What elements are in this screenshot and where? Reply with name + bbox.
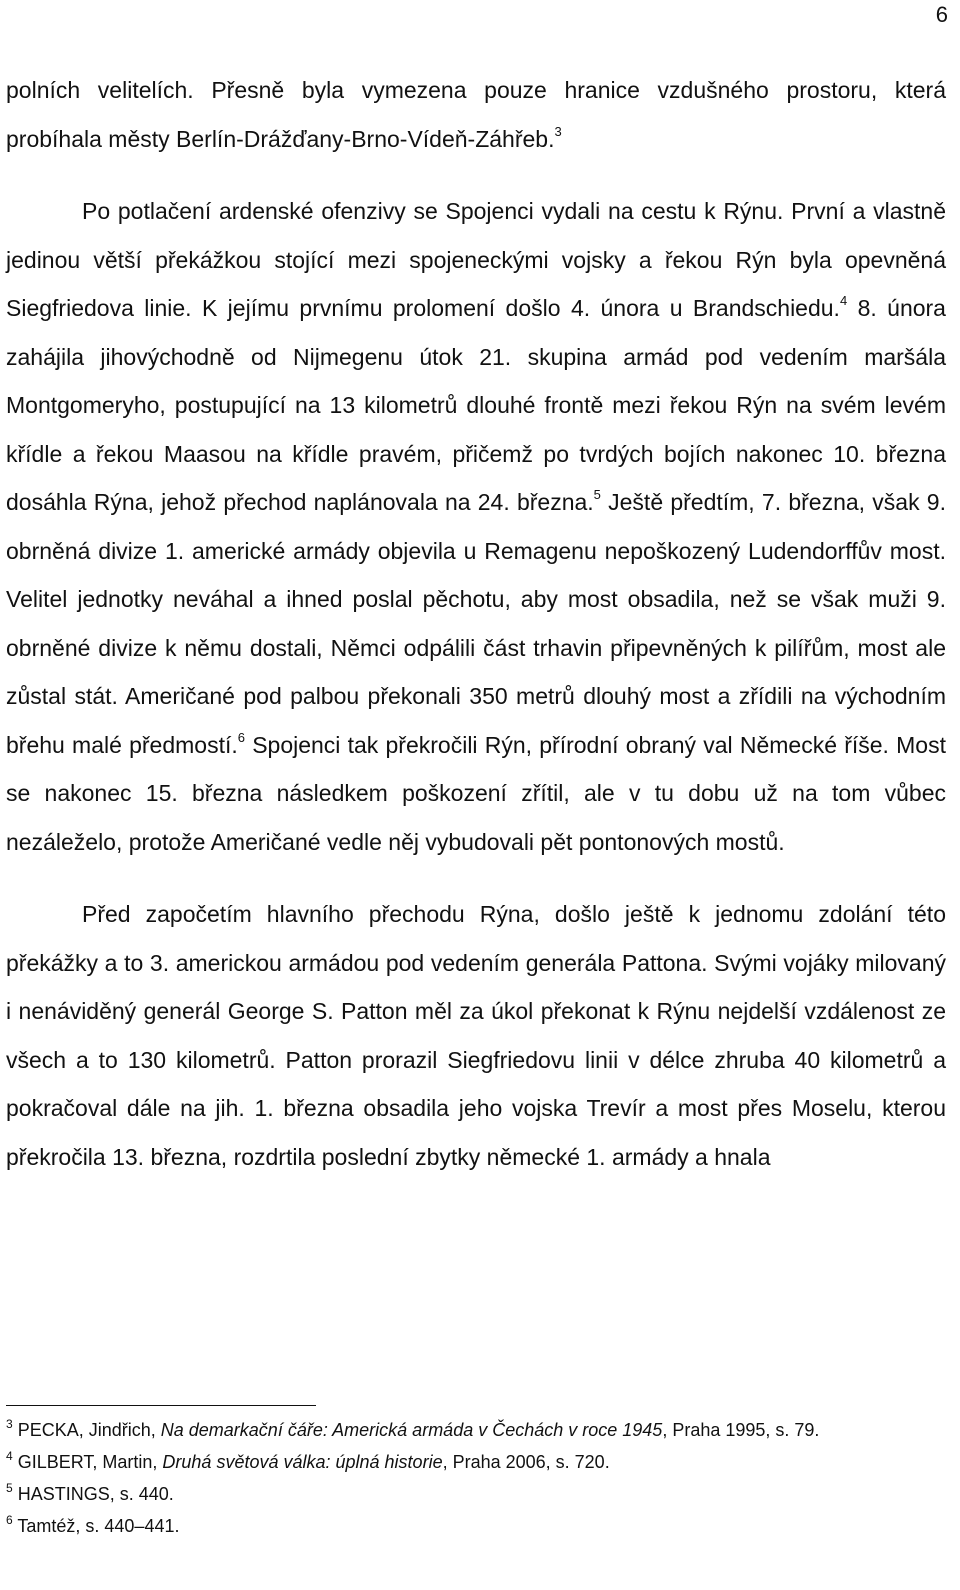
footnotes [6, 1414, 946, 1542]
footnote-rest: , Praha 1995, s. 79. [662, 1420, 820, 1440]
footnote-author: Tamtéž, s. 440–441. [17, 1516, 180, 1536]
footnote-separator [6, 1405, 316, 1406]
footnote-item [6, 1414, 946, 1446]
footnote-item [6, 1446, 946, 1478]
footnote-author: GILBERT, Martin, [17, 1452, 163, 1472]
footnote-ref[interactable]: 5 [593, 487, 601, 502]
paragraph-text: Před započetím hlavního přechodu Rýna, došlo ještě k jednomu zdolání této překážky a to 3. americkou armádou pod vedením generála Pattona. Svými vojáky milovaný i nenáviděný generál George S. Patton měl za úkol překonat k Rýnu nejdelší vzdálenost ze všech a to 130 kilometrů. Patton prorazil Siegfriedovu linii v délce zhruba 40 kilometrů a pokračoval dále na jih. 1. března obsadila jeho vojska Trevír a most přes Moselu, kterou překročila 13. března, rozdrtila poslední zbytky německé 1. armády a hnala [6, 901, 946, 1170]
footnote-ref[interactable]: 6 [237, 729, 245, 745]
paragraph-continuation [6, 66, 946, 163]
footnote-ref[interactable]: 3 [554, 123, 562, 139]
footnote-title: Druhá světová válka: úplná historie [162, 1452, 443, 1472]
footnote-title: Na demarkační čáře: Americká armáda v Čechách v roce 1945 [160, 1420, 663, 1440]
paragraph-patton [6, 890, 946, 1181]
footnote-number: 4 [6, 1449, 13, 1463]
paragraph-text: Po potlačení ardenské ofenzivy se Spojenci vydali na cestu k Rýnu. První a vlastně jedinou větší překážkou stojící mezi spojeneckými vojsky a řekou Rýn byla opevněná Siegfriedova linie. K jejímu prvnímu prolomení došlo 4. února u Brandschiedu. [6, 198, 946, 321]
footnote-item [6, 1478, 946, 1510]
body-text [6, 66, 946, 1181]
footnote-number: 5 [6, 1481, 13, 1495]
footnote-item [6, 1510, 946, 1542]
paragraph-rhine-crossing [6, 187, 946, 866]
footnote-number: 6 [6, 1513, 13, 1527]
footnote-ref[interactable]: 4 [839, 293, 848, 308]
paragraph-text: Ještě předtím, 7. března, však 9. obrněná divize 1. americké armády objevila u Remagenu nepoškozený Ludendorffův most. Velitel jednotky neváhal a ihned poslal pěchotu, aby most obsadila, než se však muži 9. obrněné divize k němu dostali, Němci odpálili část trhavin připevněných k pilířům, most ale zůstal stát. Američané pod palbou překonali 350 metrů dlouhý most a zřídili na východním břehu malé předmostí. [6, 489, 946, 758]
footnote-author: PECKA, Jindřich, [17, 1420, 161, 1440]
paragraph-text: Spojenci tak překročili Rýn, přírodní obraný val Německé říše. Most se nakonec 15. března následkem poškození zřítil, ale v tu dobu už na tom vůbec nezáleželo, protože Američané vedle něj vybudovali pět pontonových mostů. [6, 731, 946, 855]
footnote-rest: , Praha 2006, s. 720. [442, 1452, 610, 1472]
paragraph-text: polních velitelích. Přesně byla vymezena pouze hranice vzdušného prostoru, která probíhala městy Berlín-Drážďany-Brno-Vídeň-Záhřeb. [6, 77, 946, 152]
footnote-author: HASTINGS, s. 440. [17, 1484, 174, 1504]
footnote-number: 3 [6, 1417, 13, 1431]
paragraph-text: 8. února zahájila jihovýchodně od Nijmegenu útok 21. skupina armád pod vedením maršála Montgomeryho, postupující na 13 kilometrů dlouhé frontě mezi řekou Rýn na svém levém křídle a řekou Maasou na křídle pravém, přičemž po tvrdých bojích nakonec 10. března dosáhla Rýna, jehož přechod naplánovala na 24. března. [6, 295, 946, 515]
page-number: 6 [935, 2, 948, 27]
